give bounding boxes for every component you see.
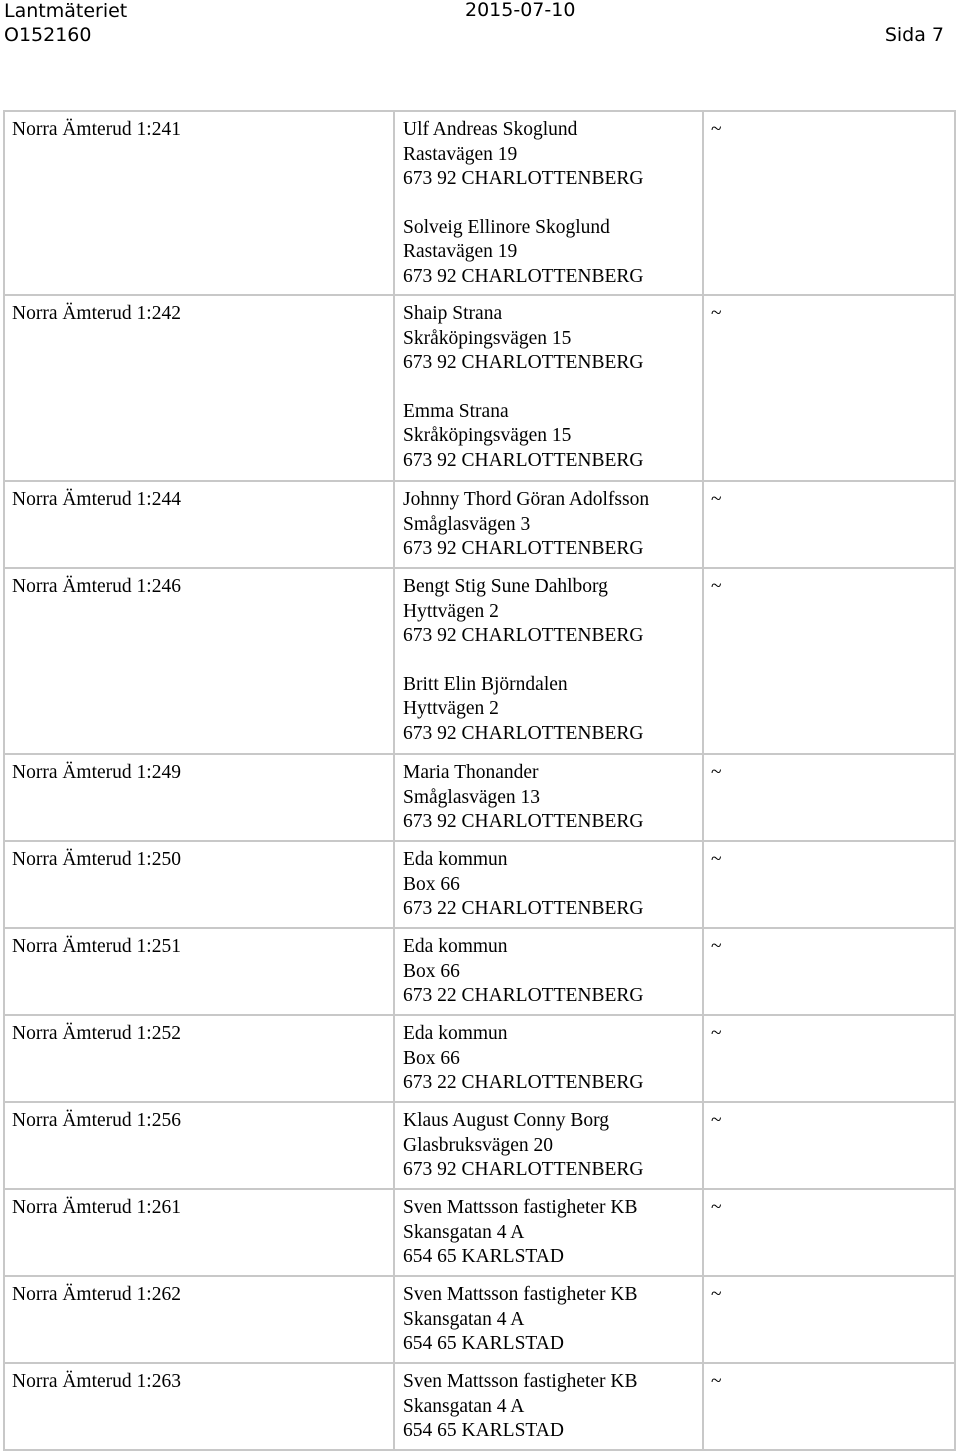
owner-block [403,400,702,474]
owner-block [403,848,702,922]
owner-street: Småglasvägen 13 [403,786,541,808]
owner-name: Solveig Ellinore Skoglund [403,216,610,238]
owners-cell [395,482,704,567]
property-cell: Norra Ämterud 1:262 [5,1277,395,1362]
note-cell: ~ [711,1110,722,1131]
owner-name: Emma Strana [403,400,509,422]
owner-name: Bengt Stig Sune Dahlborg [403,576,608,597]
owner-city: 654 65 KARLSTAD [403,1420,564,1441]
table-row [5,1364,954,1451]
owner-name: Eda kommun [403,849,508,870]
owner-city: 673 92 CHARLOTTENBERG [403,811,644,832]
owner-name: Ulf Andreas Skoglund [403,119,578,140]
owner-city: 673 92 CHARLOTTENBERG [403,449,644,471]
owners-cell [395,569,704,753]
note-cell: ~ [711,1284,722,1305]
note-cell: ~ [711,576,722,597]
property-cell: Norra Ämterud 1:249 [5,755,395,840]
owner-street: Box 66 [403,1047,460,1069]
owner-city: 654 65 KARLSTAD [403,1246,564,1267]
note-cell: ~ [711,936,722,957]
owners-cell [395,1016,704,1101]
owners-cell [395,842,704,927]
owner-city: 673 92 CHARLOTTENBERG [403,352,644,373]
owner-street: Box 66 [403,960,460,982]
owner-name: Sven Mattsson fastigheter KB [403,1371,638,1392]
owners-cell [395,1277,704,1362]
note-cell: ~ [711,489,722,510]
owner-block [403,761,702,835]
property-cell: Norra Ämterud 1:263 [5,1364,395,1449]
owner-street: Skråköpingsvägen 15 [403,327,572,349]
note-cell: ~ [711,1197,722,1218]
owner-street: Box 66 [403,873,460,895]
note-cell: ~ [711,849,722,870]
owners-cell [395,929,704,1014]
owner-city: 673 92 CHARLOTTENBERG [403,538,644,559]
owner-block [403,673,702,747]
owners-cell [395,1103,704,1188]
table-row [5,569,954,755]
owners-cell [395,755,704,840]
owner-name: Klaus August Conny Borg [403,1110,610,1131]
property-cell: Norra Ämterud 1:251 [5,929,395,1014]
page-number: Sida 7 [884,24,944,46]
owner-city: 673 22 CHARLOTTENBERG [403,985,644,1006]
owners-cell [395,112,704,294]
note-cell: ~ [711,762,722,783]
table-row [5,755,954,842]
document-reference: O152160 [4,24,92,46]
organization-name: Lantmäteriet [4,0,128,22]
owner-street: Skansgatan 4 A [403,1221,525,1243]
owner-name: Eda kommun [403,1023,508,1044]
property-cell: Norra Ämterud 1:250 [5,842,395,927]
table-row [5,1103,954,1190]
document-date: 2015-07-10 [465,0,576,21]
owner-block [403,488,702,562]
owner-street: Hyttvägen 2 [403,600,499,622]
owner-city: 673 92 CHARLOTTENBERG [403,1159,644,1180]
note-cell: ~ [711,119,722,140]
owner-street: Småglasvägen 3 [403,513,531,535]
owner-block [403,1022,702,1096]
owner-name: Maria Thonander [403,762,539,783]
owner-city: 673 92 CHARLOTTENBERG [403,265,644,287]
owner-name: Britt Elin Björndalen [403,673,568,695]
owner-street: Rastavägen 19 [403,143,518,165]
table-row [5,842,954,929]
note-cell: ~ [711,1371,722,1392]
table-row [5,929,954,1016]
table-row [5,1190,954,1277]
owner-block [403,1283,702,1357]
owner-block [403,1196,702,1270]
owner-city: 673 92 CHARLOTTENBERG [403,722,644,744]
owner-name: Johnny Thord Göran Adolfsson [403,489,650,510]
owner-name: Shaip Strana [403,303,503,324]
property-cell: Norra Ämterud 1:252 [5,1016,395,1101]
owner-block [403,302,702,376]
owner-street: Skansgatan 4 A [403,1308,525,1330]
note-cell: ~ [711,303,722,324]
owner-name: Eda kommun [403,936,508,957]
owner-block [403,575,702,649]
owners-cell [395,1364,704,1449]
owner-city: 673 22 CHARLOTTENBERG [403,898,644,919]
table-row [5,296,954,482]
owner-name: Sven Mattsson fastigheter KB [403,1284,638,1305]
note-cell: ~ [711,1023,722,1044]
owner-block [403,216,702,290]
property-owner-table [3,110,956,1451]
owner-street: Hyttvägen 2 [403,698,499,719]
owner-street: Skråköpingsvägen 15 [403,425,572,446]
property-cell: Norra Ämterud 1:261 [5,1190,395,1275]
owner-street: Skansgatan 4 A [403,1395,525,1417]
owner-block [403,1370,702,1444]
owners-cell [395,296,704,480]
owner-street: Rastavägen 19 [403,241,518,262]
owners-cell [395,1190,704,1275]
owner-block [403,935,702,1009]
table-row [5,112,954,296]
property-cell: Norra Ämterud 1:242 [5,296,395,480]
property-cell: Norra Ämterud 1:241 [5,112,395,294]
page-header [0,0,960,50]
property-cell: Norra Ämterud 1:244 [5,482,395,567]
owner-name: Sven Mattsson fastigheter KB [403,1197,638,1218]
property-cell: Norra Ämterud 1:246 [5,569,395,753]
owner-block [403,118,702,192]
table-row [5,1016,954,1103]
property-cell: Norra Ämterud 1:256 [5,1103,395,1188]
table-row [5,1277,954,1364]
owner-block [403,1109,702,1183]
owner-city: 673 92 CHARLOTTENBERG [403,168,644,189]
table-row [5,482,954,569]
owner-city: 654 65 KARLSTAD [403,1333,564,1354]
owner-city: 673 22 CHARLOTTENBERG [403,1072,644,1093]
owner-street: Glasbruksvägen 20 [403,1134,554,1156]
owner-city: 673 92 CHARLOTTENBERG [403,625,644,646]
